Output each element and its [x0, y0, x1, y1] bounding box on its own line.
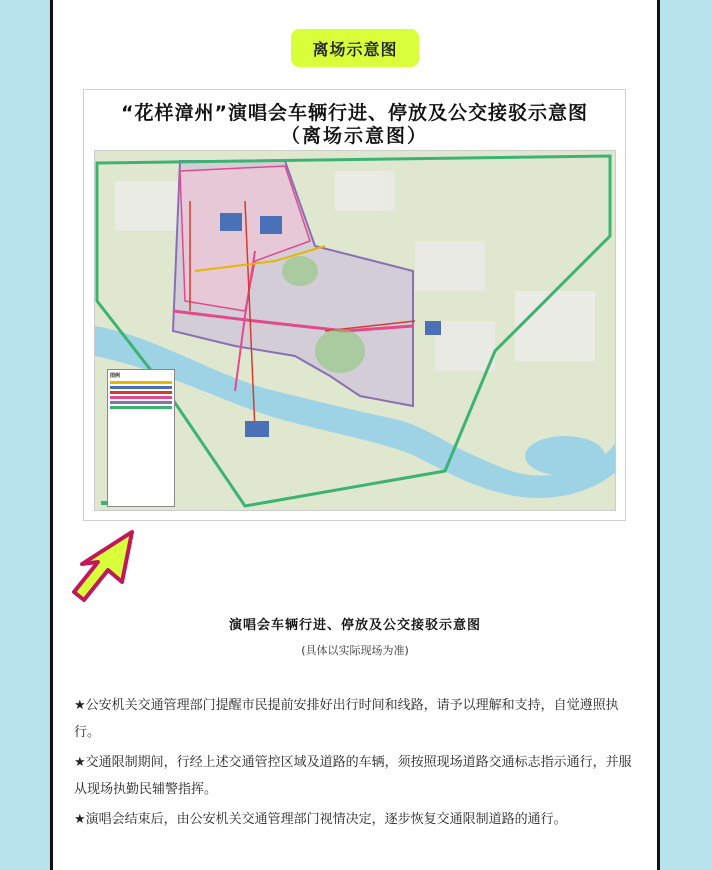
notice-1: ★公安机关交通管理部门提醒市民提前安排好出行时间和线路，请予以理解和支持，自觉遵照执行。 [74, 698, 619, 740]
notice-2: ★交通限制期间，行经上述交通管控区域及道路的车辆，须按照现场道路交通标志指示通行，并服从现场执勤民辅警指挥。 [74, 755, 632, 797]
map-card [83, 89, 626, 521]
map-image [94, 150, 616, 511]
map-title: “花样漳州”演唱会车辆行进、停放及公交接驳示意图 [121, 102, 588, 124]
section-pill-label: 离场示意图 [291, 29, 419, 67]
pointer-arrow-icon [62, 522, 152, 614]
legend-heading: 图例 [110, 373, 121, 379]
map-subtitle: （离场示意图） [280, 125, 428, 147]
map-legend [107, 369, 175, 507]
caption-title: 演唱会车辆行进、停放及公交接驳示意图 [228, 618, 481, 633]
caption-note: (具体以实际现场为准) [301, 644, 409, 657]
notice-3: ★演唱会结束后，由公安机关交通管理部门视情决定，逐步恢复交通限制道路的通行。 [74, 812, 567, 827]
